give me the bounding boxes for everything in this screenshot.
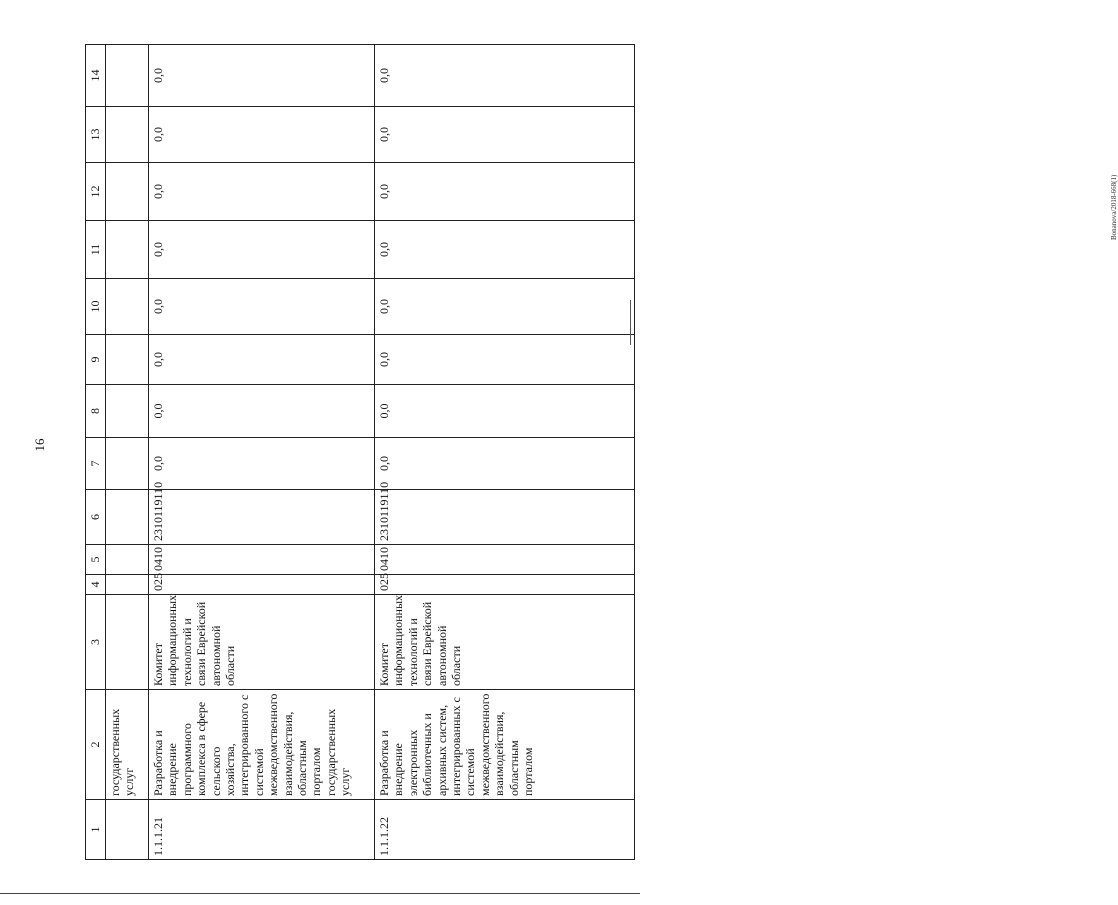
column-number: 12 [86,163,106,221]
column-number: 14 [86,45,106,107]
column-number: 5 [86,545,106,575]
table-row [149,45,375,860]
value-cell: 0,0 [149,335,375,385]
grbs-code: 025 [149,575,375,595]
budget-table [85,44,635,860]
value-cell: 0,0 [375,279,635,335]
grbs-code: 025 [375,575,635,595]
column-number: 10 [86,279,106,335]
column-number-row [86,45,106,860]
page-number: 16 [32,438,47,452]
column-number: 3 [86,595,106,690]
footer-stamp: Bonanova/2018-668(1) [1110,174,1118,240]
executor: Комитет информационных технологий и связи Еврейской автономной области [375,595,635,690]
csr-code: 2310119110 [149,490,375,545]
value-cell: 0,0 [375,221,635,279]
csr-code: 2310119110 [375,490,635,545]
table-row [375,45,635,860]
rzpr-code: 0410 [149,545,375,575]
value-cell: 0,0 [375,45,635,107]
measure-name: Разработка и внедрение программного комплекса в сфере сельского хозяйства, интегрированного с системой межведомственного взаимодействия, областным порталом государственных услуг [149,690,375,800]
column-number: 7 [86,438,106,490]
measure-name: Разработка и внедрение электронных библиотечных и архивных систем, интегрированных с системой межведомственного взаимодействия, областным порталом [375,690,635,800]
executor: Комитет информационных технологий и связи Еврейской автономной области [149,595,375,690]
value-cell: 0,0 [375,107,635,163]
value-cell: 0,0 [149,279,375,335]
column-number: 1 [86,800,106,860]
value-cell: 0,0 [375,438,635,490]
value-cell: 0,0 [149,45,375,107]
value-cell: 0,0 [149,438,375,490]
divider [630,300,631,345]
column-number: 11 [86,221,106,279]
value-cell: 0,0 [375,335,635,385]
measure-code: 1.1.1.22 [375,800,635,860]
continuation-row [106,45,149,860]
column-number: 9 [86,335,106,385]
divider [0,893,640,894]
column-number: 13 [86,107,106,163]
value-cell: 0,0 [149,163,375,221]
measure-name: государственных услуг [106,690,149,800]
rzpr-code: 0410 [375,545,635,575]
value-cell: 0,0 [375,163,635,221]
value-cell: 0,0 [149,385,375,438]
column-number: 8 [86,385,106,438]
budget-table-container [85,45,620,860]
value-cell: 0,0 [149,221,375,279]
measure-code: 1.1.1.21 [149,800,375,860]
column-number: 6 [86,490,106,545]
column-number: 4 [86,575,106,595]
value-cell: 0,0 [375,385,635,438]
value-cell: 0,0 [149,107,375,163]
column-number: 2 [86,690,106,800]
